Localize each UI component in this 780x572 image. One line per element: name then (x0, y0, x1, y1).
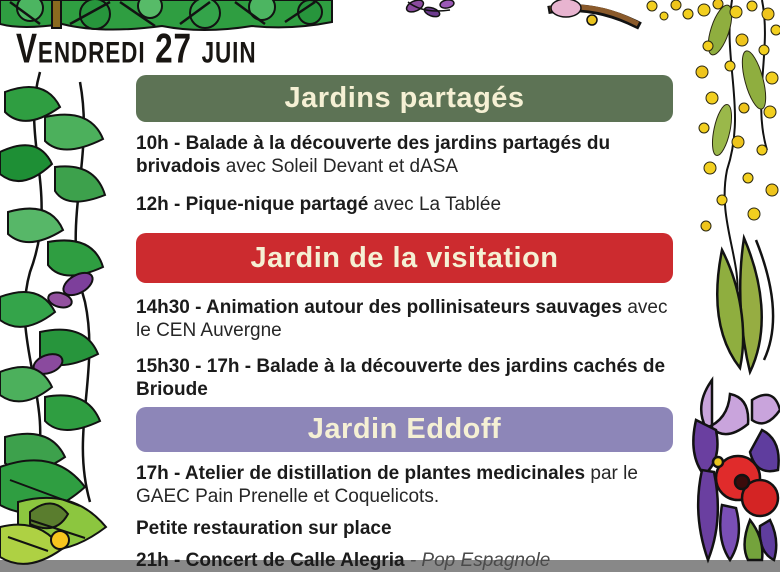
section-jardin-visitation (136, 233, 673, 401)
event-text-bold: 17h - Atelier de distillation de plantes medicinales (136, 463, 591, 484)
section-banner: Jardins partagés (136, 75, 673, 122)
event-text-bold: Petite restauration sur place (136, 518, 392, 539)
event-item (136, 549, 673, 572)
event-text-bold: 21h - Concert de Calle Alegria (136, 550, 405, 571)
event-item (136, 193, 673, 216)
event-item (136, 355, 673, 401)
section-jardins-partages (136, 75, 673, 216)
section-jardin-eddoff (136, 407, 673, 572)
event-text-bold: 15h30 - 17h - Balade à la découverte des jardins cachés de Brioude (136, 356, 666, 400)
event-item (136, 462, 673, 508)
event-item (136, 296, 673, 342)
event-item (136, 517, 673, 540)
event-text-regular: avec Soleil Devant et dASA (225, 156, 459, 177)
event-text-regular: avec La Tablée (373, 194, 502, 215)
event-text-bold: 14h30 - Animation autour des pollinisateurs sauvages (136, 297, 628, 318)
event-text-bold: 10h - Balade à la découverte des jardins partagés du brivadois (136, 133, 611, 177)
left-foliage-illustration (0, 72, 108, 560)
event-item (136, 132, 673, 178)
event-text-regular: par le GAEC Pain Prenelle et Coquelicots. (136, 463, 638, 507)
section-banner: Jardin Eddoff (136, 407, 673, 452)
date-title: Vendredi 27 juin (16, 26, 257, 73)
right-flowers-illustration (692, 0, 780, 560)
event-text-bold: 12h - Pique-nique partagé (136, 194, 374, 215)
section-banner: Jardin de la visitation (136, 233, 673, 283)
event-text-italic: - Pop Espagnole (404, 550, 551, 571)
event-text-regular: avec le CEN Auvergne (136, 297, 668, 341)
